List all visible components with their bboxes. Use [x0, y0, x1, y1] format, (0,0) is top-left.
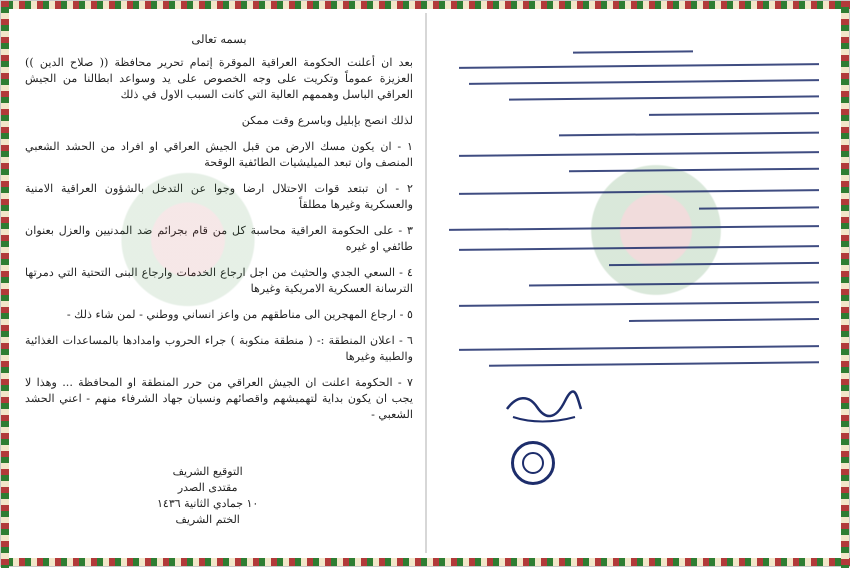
signature-label: التوقيع الشريف — [172, 465, 243, 478]
page-divider — [425, 13, 427, 553]
decorative-border-bottom — [1, 558, 850, 566]
handwritten-line — [459, 291, 819, 307]
typed-transcription — [25, 31, 413, 541]
typed-item-5: ٥ - ارجاع المهجرين الى مناطقهم من واعز انساني ووطني - لمن شاء ذلك - — [66, 308, 413, 321]
typed-item-2: ٢ - ان تبتعد قوات الاحتلال ارضا وجوا عن التدخل بالشؤون العراقية الامنية والعسكرية وغيرها مطلقاً — [25, 182, 413, 211]
typed-item-7: ٧ - الحكومة اعلنت ان الجيش العراقي من حرر المنطقة او المحافظة ... وهذا لا يجب ان يكون بداية لتهميشهم واقصائهم ونسيان جهاد الشرفاء منهم - اعني الحشد الشعبي - — [25, 376, 413, 421]
signature-scribble — [503, 387, 583, 431]
handwritten-line — [459, 141, 819, 157]
watermark-logo — [83, 136, 293, 366]
handwritten-line — [459, 335, 819, 351]
typed-item-3: ٣ - على الحكومة العراقية محاسبة كل من قام بجرائم ضد المدنيين والعزل بعنوان طائفي او غيره — [25, 224, 413, 253]
signature-name: مقتدى الصدر — [177, 481, 238, 494]
typed-signature-block — [157, 464, 258, 528]
official-seal — [511, 441, 555, 485]
typed-lead: لذلك انصح بإبليل وباسرع وقت ممكن — [241, 114, 413, 127]
handwritten-line — [509, 85, 819, 100]
typed-item-1: ١ - ان يكون مسك الارض من قبل الجيش العراقي او افراد من الحشد الشعبي المنصف وان تبعد الميليشيات الطائفية الوقحة — [25, 140, 413, 169]
handwritten-line — [459, 179, 819, 195]
handwritten-line — [699, 196, 819, 209]
handwritten-line — [629, 308, 819, 322]
handwritten-line — [469, 69, 819, 85]
decorative-border-left — [1, 1, 9, 568]
handwritten-line — [559, 122, 819, 137]
handwritten-line — [609, 252, 819, 266]
handwritten-heading-line — [573, 40, 693, 53]
decorative-border-top — [1, 1, 850, 9]
decorative-border-right — [841, 1, 849, 568]
signature-date: ١٠ جمادي الثانية ١٤٣٦ — [157, 497, 259, 510]
handwritten-line — [459, 53, 819, 69]
handwritten-line — [489, 351, 819, 366]
handwritten-line — [459, 235, 819, 251]
typed-heading: بسمه تعالى — [191, 32, 247, 46]
handwritten-line — [449, 215, 819, 231]
handwritten-original — [439, 19, 831, 551]
typed-item-6: ٦ - اعلان المنطقة :- ( منطقة منكوبة ) جراء الحروب وامدادها بالمساعدات الغذائية والطبية وغيرها — [25, 334, 413, 363]
handwritten-line — [649, 102, 819, 116]
seal-label: الختم الشريف — [175, 513, 240, 526]
handwritten-line — [569, 158, 819, 173]
handwritten-line — [529, 271, 819, 286]
typed-intro: بعد ان أعلنت الحكومة العراقية الموقرة إتمام تحرير محافظة (( صلاح الدين )) العزيزة عموماً وتكريت على وجه الخصوص على يد وسواعد ابطالنا من الجيش العراقي الباسل وهممهم العالية التي كانت السبب الاول في ذلك — [25, 56, 413, 101]
typed-item-4: ٤ - السعي الجدي والحثيث من اجل ارجاع الخدمات وارجاع البنى التحتية التي دمرتها الترسانة العسكرية الامريكية وغيرها — [25, 266, 413, 295]
